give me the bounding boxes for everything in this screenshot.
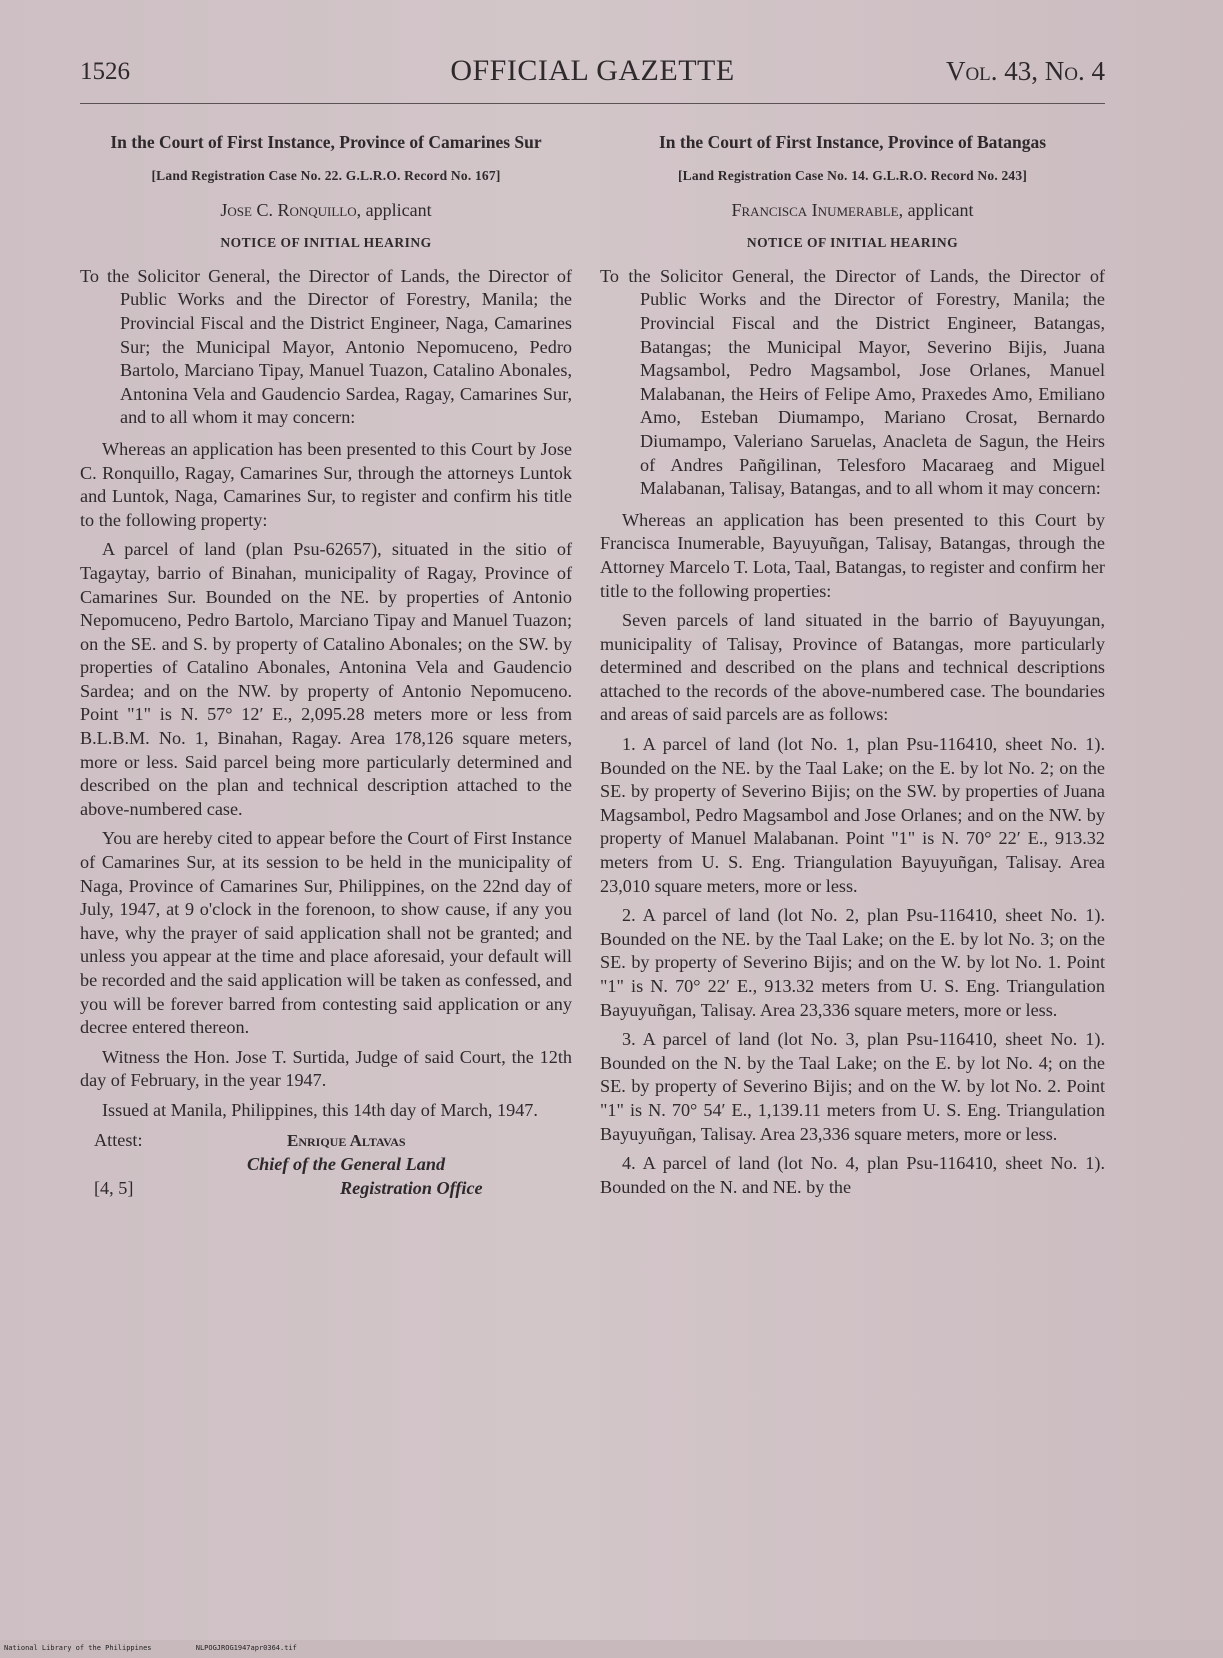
body-paragraph: 2. A parcel of land (lot No. 2, plan Psu-116410, sheet No. 1). Bounded on the NE. by the Taal Lake; on the E. by lot No. 3; on the SE. by property of Severino Bijis; and on the W. by lot No. 1. Point "1" is N. 70° 22′ E., 913.32 meters from U. S. Eng. Triangulation Bayuyuñgan, Talisay. Area 23,336 square meters, more or less.: [600, 905, 1105, 1020]
library-credit: National Library of the Philippines: [4, 1644, 152, 1652]
volume-number: Vol. 43, No. 4: [945, 56, 1105, 86]
signer-name: Enrique Altavas: [287, 1130, 406, 1150]
address-block: To the Solicitor General, the Director of Lands, the Director of Public Works and the Director of Forestry, Manila; the Provincial Fiscal and the District Engineer, Batangas, Batangas; the Municipal Mayor, Severino Bijis, Juana Magsambol, Pedro Magsambol, Jose Orlanes, Manuel Malabanan, the Heirs of Felipe Amo, Praxedes Amo, Emiliano Amo, Esteban Diumampo, Mariano Crosat, Bernardo Diumampo, Valeriano Saruelas, Anacleta de Sagun, the Heirs of Andres Pañgilinan, Telesforo Macaraeg and Miguel Malabanan, Talisay, Batangas, and to all whom it may concern:: [600, 265, 1105, 499]
body-paragraph: 1. A parcel of land (lot No. 1, plan Psu-116410, sheet No. 1). Bounded on the NE. by the Taal Lake; on the E. by lot No. 2; on the SE. by property of Severino Bijis; on the SW. by properties of Juana Magsambol, Pedro Magsambol and Jose Orlanes; and on the NW. by property of Manuel Malabanan. Point "1" is N. 70° 22′ E., 913.32 meters from U. S. Eng. Triangulation Bayuyuñgan, Talisay. Area 23,010 square meters, more or less.: [600, 734, 1105, 896]
applicant-name: Jose C. Ronquillo: [220, 199, 357, 220]
body-paragraph: Whereas an application has been presented to this Court by Francisca Inumerable, Bayuyuñgan, Talisay, Batangas, through the Attorney Marcelo T. Lota, Taal, Batangas, to register and confirm her title to the following properties:: [600, 509, 1105, 601]
attest-label: Attest:: [94, 1129, 143, 1150]
issue-reference: [4, 5]: [94, 1177, 134, 1198]
body-paragraph: Witness the Hon. Jose T. Surtida, Judge of said Court, the 12th day of February, in the year 1947.: [80, 1046, 572, 1091]
signature-block: [80, 1129, 572, 1213]
notice-title: NOTICE OF INITIAL HEARING: [746, 235, 959, 251]
body-paragraph: 4. A parcel of land (lot No. 4, plan Psu-116410, sheet No. 1). Bounded on the N. and NE. by the: [600, 1153, 1105, 1197]
signer-title-line-2: Registration Office: [340, 1177, 483, 1198]
scan-footer: [0, 1644, 1223, 1652]
body-paragraph: Whereas an application has been presented to this Court by Jose C. Ronquillo, Ragay, Camarines Sur, through the attorneys Luntok and Luntok, Naga, Camarines Sur, to register and confirm his title to the following property:: [80, 438, 572, 530]
left-column-notice: [80, 131, 572, 1213]
header-rule: [80, 103, 1105, 104]
address-block: To the Solicitor General, the Director of Lands, the Director of Public Works and the Director of Forestry, Manila; the Provincial Fiscal and the District Engineer, Naga, Camarines Sur; the Municipal Mayor, Antonio Nepomuceno, Pedro Bartolo, Marciano Tipay, Manuel Tuazon, Catalino Abonales, Antonina Vela and Gaudencio Sardea, Ragay, Camarines Sur, and to all whom it may concern:: [80, 265, 572, 428]
body-paragraph: Issued at Manila, Philippines, this 14th day of March, 1947.: [102, 1099, 538, 1120]
signer-title-line-1: Chief of the General Land: [247, 1153, 446, 1174]
case-reference: [Land Registration Case No. 14. G.L.R.O. Record No. 243]: [677, 168, 1028, 183]
applicant-suffix: , applicant: [898, 199, 974, 220]
body-paragraph: Seven parcels of land situated in the barrio of Bayuyungan, municipality of Talisay, Province of Batangas, more particularly determined and described on the plans and technical descriptions attached to the records of the above-numbered case. The boundaries and areas of said parcels are as follows:: [600, 610, 1105, 725]
applicant-line: [80, 199, 572, 223]
body-paragraph: You are hereby cited to appear before the Court of First Instance of Camarines Sur, at its session to be held in the municipality of Naga, Province of Camarines Sur, Philippines, on the 22nd day of July, 1947, at 9 o'clock in the forenoon, to show cause, if any you have, why the prayer of said application shall not be granted; and unless you appear at the time and place aforesaid, your default will be recorded and the said application will be taken as confessed, and you will be forever barred from contesting said application or any decree entered thereon.: [80, 828, 572, 1038]
body-paragraph: A parcel of land (plan Psu-62657), situated in the sitio of Tagaytay, barrio of Binahan, municipality of Ragay, Province of Camarines Sur. Bounded on the NE. by properties of Antonio Nepomuceno, Pedro Bartolo, Marciano Tipay and Manuel Tuazon; on the SE. and S. by property of Catalino Abonales; on the SW. by properties of Catalino Abonales, Antonina Vela and Gaudencio Sardea; and on the NW. by property of Antonio Nepomuceno. Point "1" is N. 57° 12′ E., 2,095.28 meters more or less from B.L.B.M. No. 1, Binahan, Ragay. Area 178,126 square meters, more or less. Said parcel being more particularly determined and described on the plan and technical description attached to the above-numbered case.: [80, 539, 572, 819]
scan-filename: NLPOGJROG1947apr0364.tif: [195, 1644, 297, 1652]
publication-title: OFFICIAL GAZETTE: [450, 54, 735, 87]
court-heading: In the Court of First Instance, Province of Camarines Sur: [110, 132, 542, 152]
applicant-suffix: , applicant: [356, 199, 432, 220]
applicant-name: Francisca Inumerable: [731, 199, 899, 220]
page-header: [80, 54, 1105, 98]
page-number: 1526: [80, 58, 130, 85]
notice-title: NOTICE OF INITIAL HEARING: [220, 235, 432, 251]
right-column-notice: [600, 131, 1105, 1205]
court-heading: In the Court of First Instance, Province of Batangas: [658, 132, 1047, 152]
applicant-line: [600, 199, 1105, 223]
case-reference: [Land Registration Case No. 22. G.L.R.O. Record No. 167]: [151, 168, 501, 183]
body-paragraph: 3. A parcel of land (lot No. 3, plan Psu-116410, sheet No. 1). Bounded on the N. by the Taal Lake; on the E. by lot No. 4; on the SE. by property of Severino Bijis; and on the W. by lot No. 2. Point "1" is N. 70° 54′ E., 1,139.11 meters from U. S. Eng. Triangulation Bayuyuñgan, Talisay. Area 23,336 square meters, more or less.: [600, 1029, 1105, 1144]
